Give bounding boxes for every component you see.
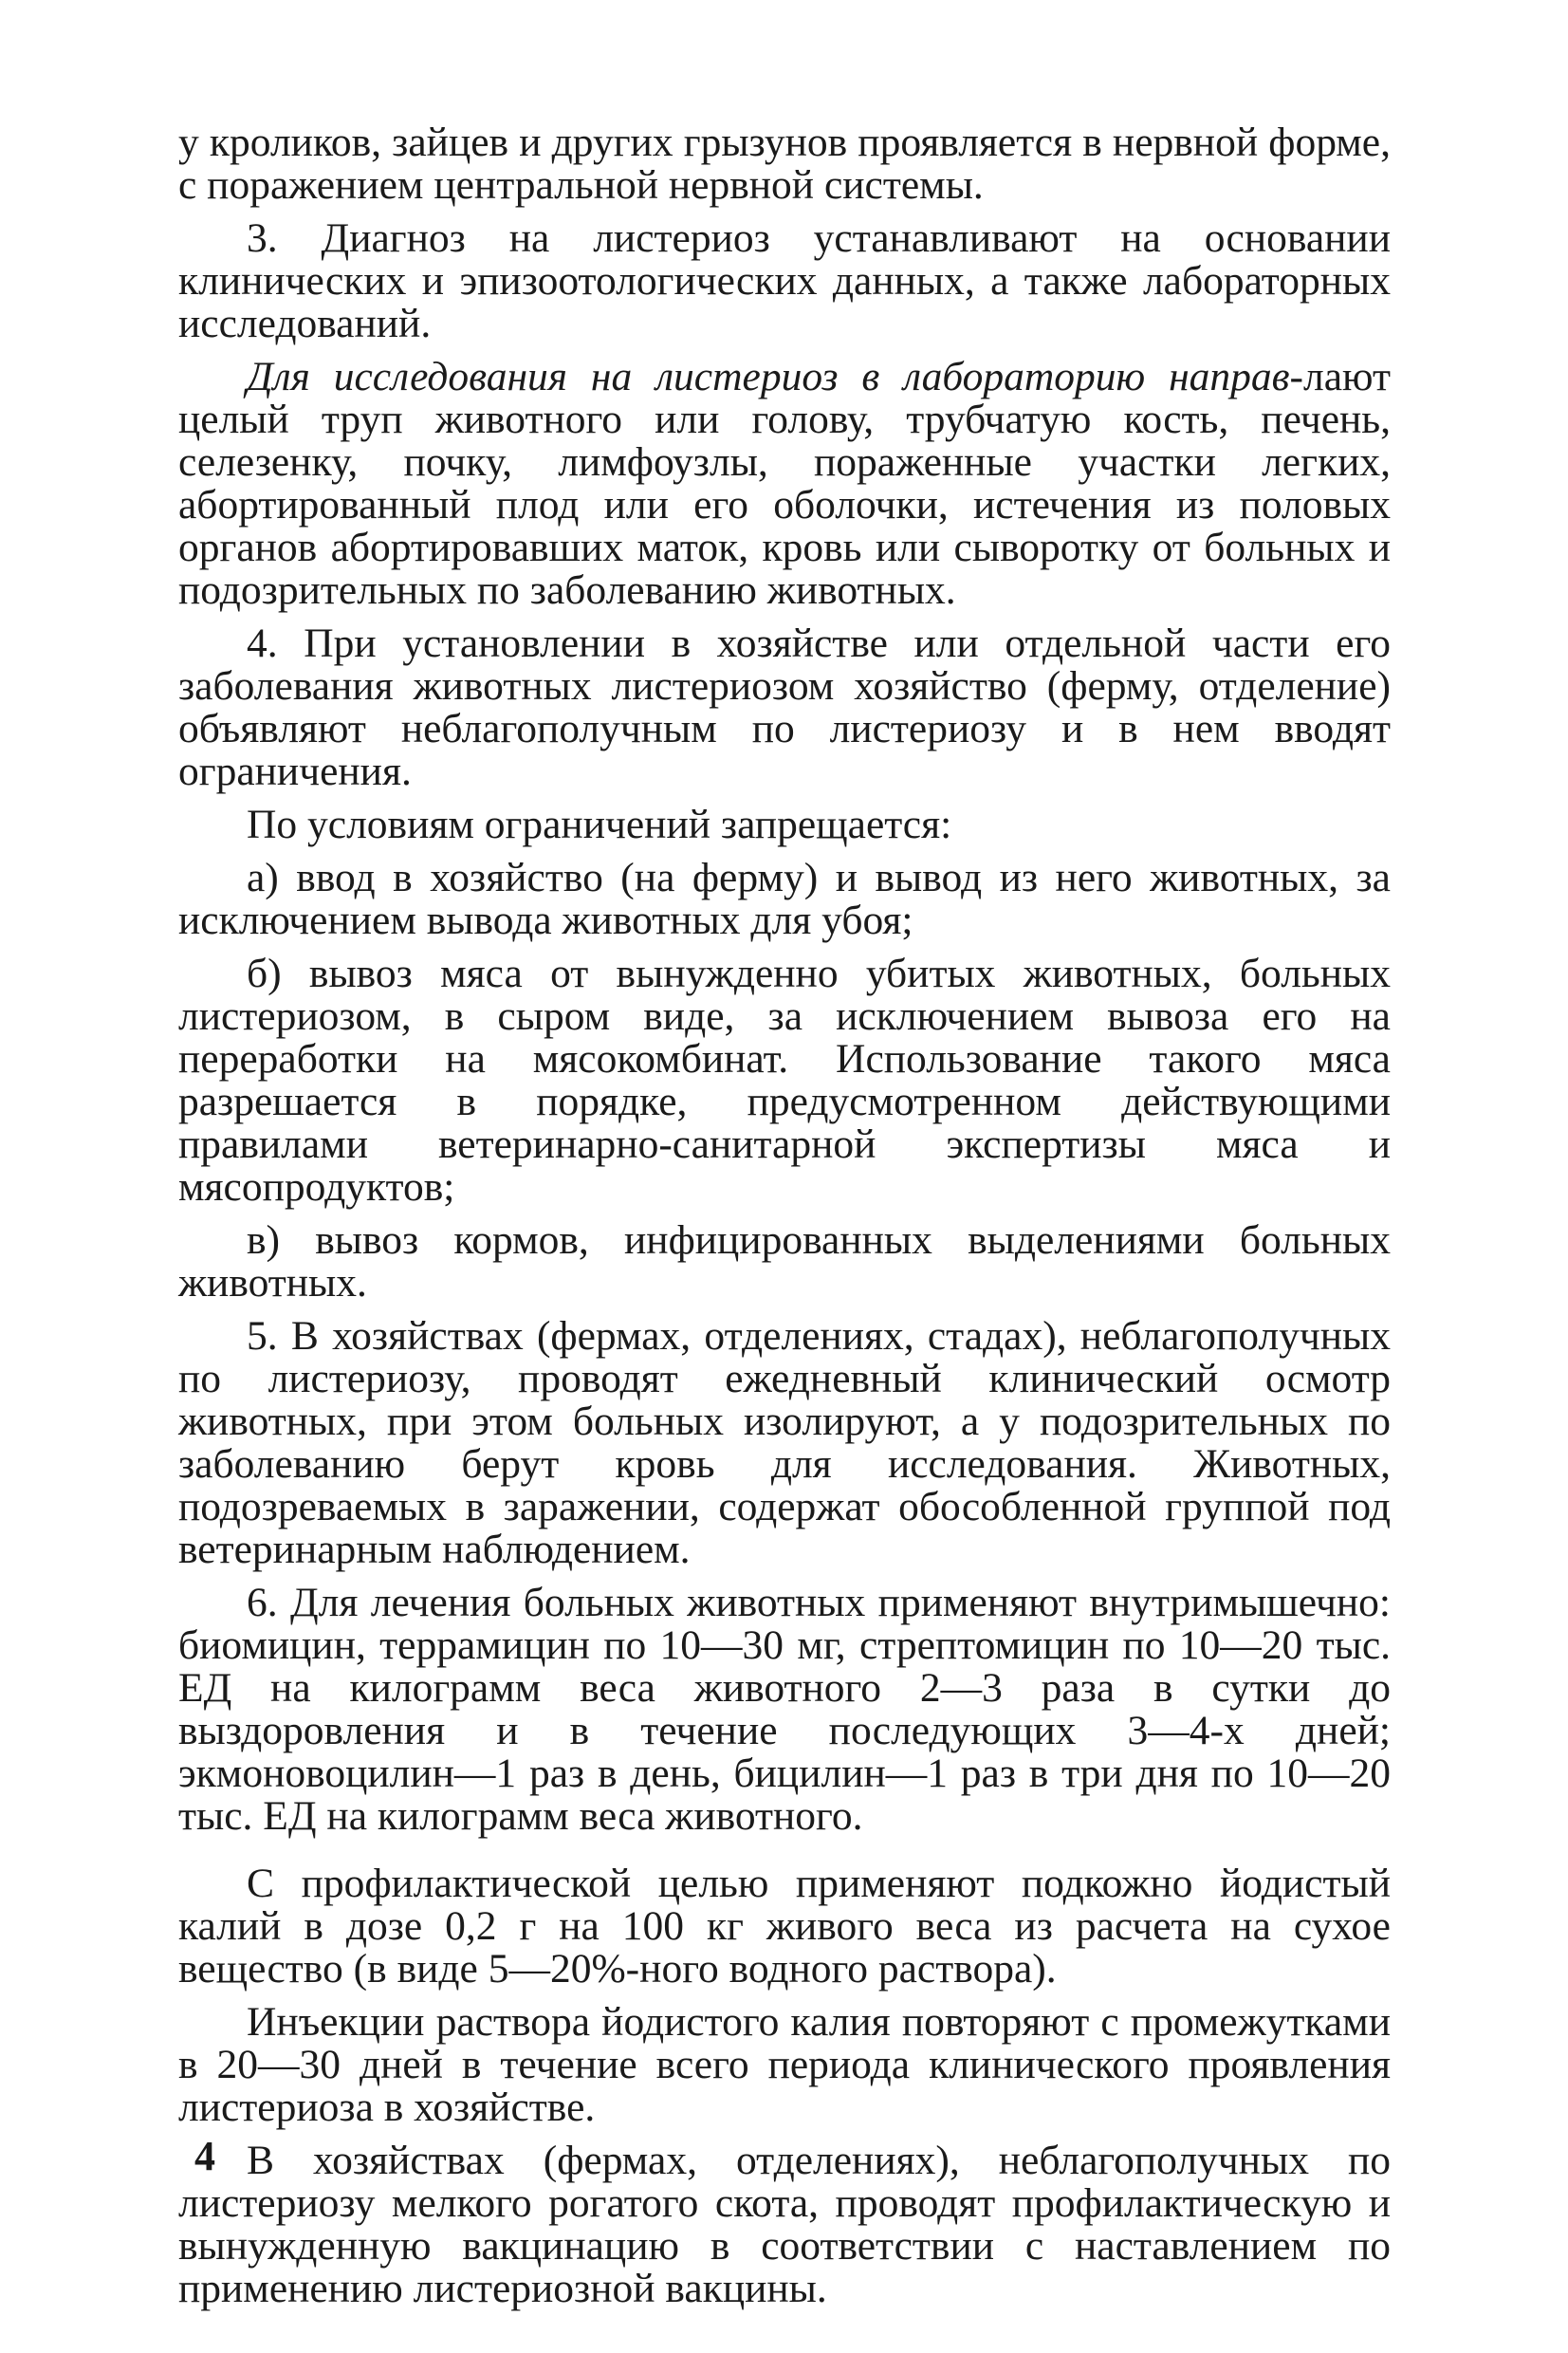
lab-samples-text: лают целый труп животного или голову, трубчатую кость, печень, селезенку, почку, лимфоузлы, пораженные участки легких, абортированный плод или его оболочки, истечения из половых органов абортировавших маток, кровь или сыворотку от больных и подозрительных по заболеванию животных.	[178, 354, 1391, 613]
list-item-c: в) вывоз кормов, инфицированных выделениями больных животных.	[178, 1217, 1391, 1306]
paragraph-prohibited-intro: По условиям ограничений запрещается:	[247, 802, 952, 847]
body-text	[178, 121, 1391, 2321]
paragraph-treatment: 6. Для лечения больных животных применяют внутримышечно: биомицин, террамицин по 10—30 мг, стрептомицин по 10—20 тыс. ЕД на килограмм веса животного 2—3 раза в сутки до выздоровления и в течение последующих 3—4-х дней; экмоновоцилин—1 раз в день, бицилин—1 раз в три дня по 10—20 тыс. ЕД на килограмм веса животного.	[178, 1580, 1391, 1839]
list-item-a: а) ввод в хозяйство (на ферму) и вывод из него животных, за исключением вывода животных для убоя;	[178, 855, 1391, 943]
paragraph-injections: Инъекции раствора йодистого калия повторяют с промежутками в 20—30 дней в течение всего периода клинического проявления листериоза в хозяйстве.	[178, 1999, 1391, 2130]
paragraph-continuation: у кроликов, зайцев и других грызунов проявляется в нервной форме, с поражением центральной нервной системы.	[178, 120, 1391, 208]
paragraph-inspection: 5. В хозяйствах (фермах, отделениях, стадах), неблагополучных по листериозу, проводят ежедневный клинический осмотр животных, при этом больных изолируют, а у подозрительных по заболеванию берут кровь для исследования. Животных, подозреваемых в заражении, содержат обособленной группой под ветеринарным наблюдением.	[178, 1313, 1391, 1572]
paragraph-restrictions: 4. При установлении в хозяйстве или отдельной части его заболевания животных листериозом хозяйство (ферму, отделение) объявляют неблагополучным по листериозу и в нем вводят ограничения.	[178, 621, 1391, 794]
list-item-b: б) вывоз мяса от вынужденно убитых животных, больных листериозом, в сыром виде, за исключением вывоза его на переработки на мясокомбинат. Использование такого мяса разрешается в порядке, предусмотренном действующими правилами ветеринарно-санитарной экспертизы мяса и мясопродуктов;	[178, 951, 1391, 1210]
paragraph-vaccination: В хозяйствах (фермах, отделениях), неблагополучных по листериозу мелкого рогатого скота, проводят профилактическую и вынужденную вакцинацию в соответствии с наставлением по применению листериозной вакцины.	[178, 2138, 1391, 2311]
italic-lead: Для исследования на листериоз в лабораторию направ-	[247, 354, 1304, 399]
paragraph-lab-samples	[178, 356, 1391, 612]
paragraph-prophylaxis: С профилактической целью применяют подкожно йодистый калий в дозе 0,2 г на 100 кг живого веса из расчета на сухое вещество (в виде 5—20%-ного водного раствора).	[178, 1861, 1391, 1992]
page-number: 4	[194, 2133, 215, 2179]
paragraph-diagnosis: 3. Диагноз на листериоз устанавливают на основании клинических и эпизоотологических данных, а также лабораторных исследований.	[178, 215, 1391, 346]
